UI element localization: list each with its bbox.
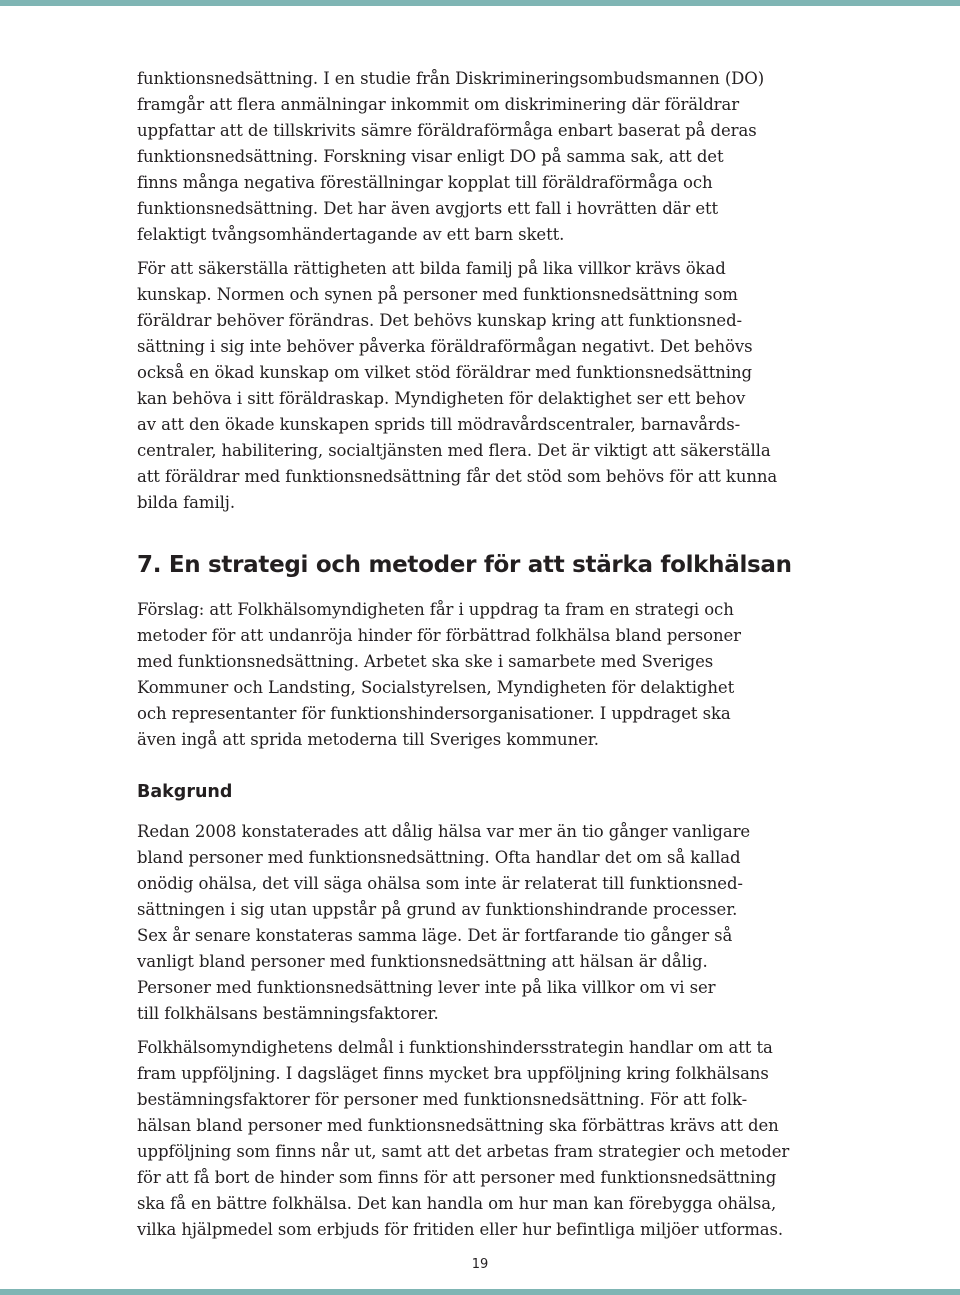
paragraph-1 bbox=[137, 66, 827, 248]
paragraph-line: För att säkerställa rättigheten att bilda familj på lika villkor krävs ökad bbox=[137, 259, 726, 278]
paragraph-line: uppföljning som finns når ut, samt att det arbetas fram strategier och metoder bbox=[137, 1142, 790, 1161]
subsection-heading: Bakgrund bbox=[137, 782, 233, 802]
proposal-paragraph bbox=[137, 597, 827, 753]
paragraph-line: också en ökad kunskap om vilket stöd föräldrar med funktionsnedsättning bbox=[137, 363, 752, 382]
paragraph-line: föräldrar behöver förändras. Det behövs kunskap kring att funktionsned- bbox=[137, 311, 743, 330]
paragraph-line: kunskap. Normen och synen på personer med funktionsnedsättning som bbox=[137, 285, 738, 304]
section-heading: 7. En strategi och metoder för att stärka folkhälsan bbox=[137, 552, 792, 578]
paragraph-line: funktionsnedsättning. Det har även avgjorts ett fall i hovrätten där ett bbox=[137, 199, 719, 218]
paragraph-line: metoder för att undanröja hinder för förbättrad folkhälsa bland personer bbox=[137, 626, 741, 645]
bottom-accent-bar bbox=[0, 1289, 960, 1295]
paragraph-line: av att den ökade kunskapen sprids till mödravårdscentraler, barnavårds- bbox=[137, 415, 741, 434]
paragraph-line: Folkhälsomyndighetens delmål i funktionshindersstrategin handlar om att ta bbox=[137, 1038, 773, 1057]
page-content bbox=[137, 66, 827, 1243]
paragraph-line: felaktigt tvångsomhändertagande av ett barn skett. bbox=[137, 225, 565, 244]
paragraph-line: ska få en bättre folkhälsa. Det kan handla om hur man kan förebygga ohälsa, bbox=[137, 1194, 777, 1213]
paragraph-line: funktionsnedsättning. I en studie från Diskrimineringsombudsmannen (DO) bbox=[137, 69, 765, 88]
paragraph-line: sättning i sig inte behöver påverka föräldraförmågan negativt. Det behövs bbox=[137, 337, 753, 356]
paragraph-line: att föräldrar med funktionsnedsättning får det stöd som behövs för att kunna bbox=[137, 467, 778, 486]
paragraph-line: centraler, habilitering, socialtjänsten med flera. Det är viktigt att säkerställa bbox=[137, 441, 771, 460]
page-number: 19 bbox=[471, 1257, 489, 1272]
paragraph-line: sättningen i sig utan uppstår på grund av funktionshindrande processer. bbox=[137, 900, 738, 919]
paragraph-line: kan behöva i sitt föräldraskap. Myndigheten för delaktighet ser ett behov bbox=[137, 389, 746, 408]
paragraph-line: finns många negativa föreställningar kopplat till föräldraförmåga och bbox=[137, 173, 713, 192]
paragraph-5 bbox=[137, 1035, 827, 1243]
paragraph-line: vanligt bland personer med funktionsnedsättning att hälsan är dålig. bbox=[137, 952, 708, 971]
paragraph-line: Sex år senare konstateras samma läge. Det är fortfarande tio gånger så bbox=[137, 926, 733, 945]
paragraph-line: med funktionsnedsättning. Arbetet ska ske i samarbete med Sveriges bbox=[137, 652, 714, 671]
paragraph-line: Kommuner och Landsting, Socialstyrelsen, Myndigheten för delaktighet bbox=[137, 678, 735, 697]
paragraph-line: till folkhälsans bestämningsfaktorer. bbox=[137, 1004, 439, 1023]
paragraph-line: Förslag: att Folkhälsomyndigheten får i uppdrag ta fram en strategi och bbox=[137, 600, 734, 619]
paragraph-line: funktionsnedsättning. Forskning visar enligt DO på samma sak, att det bbox=[137, 147, 724, 166]
paragraph-line: vilka hjälpmedel som erbjuds för fritiden eller hur befintliga miljöer utformas. bbox=[137, 1220, 784, 1239]
paragraph-line: och representanter för funktionshindersorganisationer. I uppdraget ska bbox=[137, 704, 731, 723]
paragraph-line: Personer med funktionsnedsättning lever inte på lika villkor om vi ser bbox=[137, 978, 716, 997]
paragraph-line: onödig ohälsa, det vill säga ohälsa som inte är relaterat till funktionsned- bbox=[137, 874, 743, 893]
paragraph-line: framgår att flera anmälningar inkommit om diskriminering där föräldrar bbox=[137, 95, 739, 114]
top-accent-bar bbox=[0, 0, 960, 6]
paragraph-line: för att få bort de hinder som finns för att personer med funktionsnedsättning bbox=[137, 1168, 777, 1187]
paragraph-line: bilda familj. bbox=[137, 493, 235, 512]
paragraph-line: Redan 2008 konstaterades att dålig hälsa var mer än tio gånger vanligare bbox=[137, 822, 751, 841]
paragraph-line: bland personer med funktionsnedsättning. Ofta handlar det om så kallad bbox=[137, 848, 741, 867]
paragraph-line: fram uppföljning. I dagsläget finns mycket bra uppföljning kring folkhälsans bbox=[137, 1064, 769, 1083]
paragraph-2 bbox=[137, 256, 827, 516]
paragraph-line: hälsan bland personer med funktionsnedsättning ska förbättras krävs att den bbox=[137, 1116, 779, 1135]
paragraph-4 bbox=[137, 819, 827, 1027]
paragraph-line: även ingå att sprida metoderna till Sveriges kommuner. bbox=[137, 730, 599, 749]
paragraph-line: bestämningsfaktorer för personer med funktionsnedsättning. För att folk- bbox=[137, 1090, 748, 1109]
paragraph-line: uppfattar att de tillskrivits sämre föräldraförmåga enbart baserat på deras bbox=[137, 121, 757, 140]
